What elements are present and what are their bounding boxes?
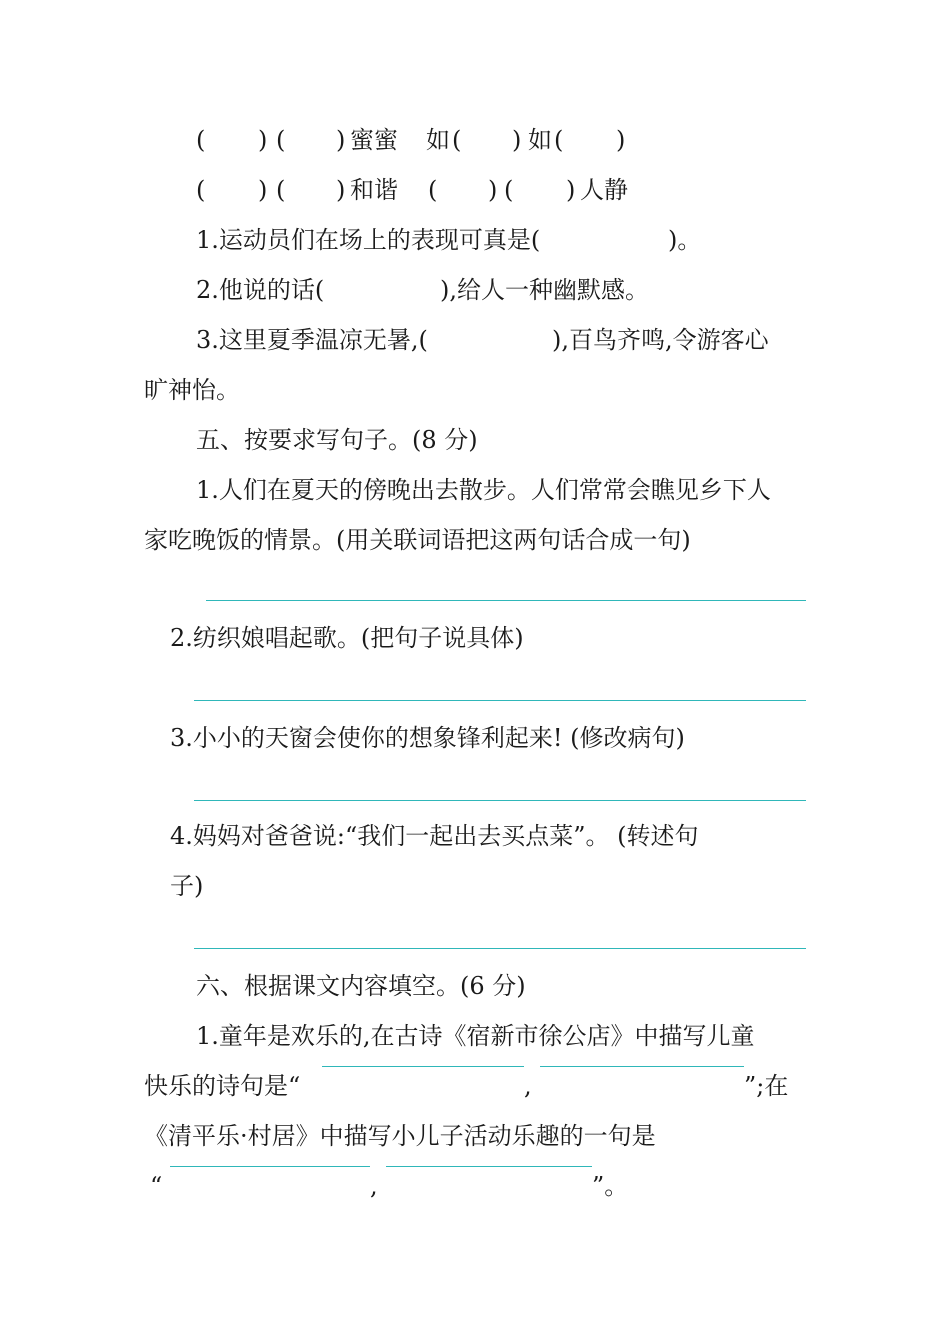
s5-q1-answer-line[interactable]: [206, 600, 806, 601]
s5-q2-answer-line[interactable]: [194, 700, 806, 701]
question-text: ”;在: [744, 1072, 789, 1100]
question-text: 子): [170, 872, 204, 900]
idiom-row-2: [0, 170, 950, 210]
bracket-close: ): [566, 176, 576, 204]
fill-sentence-2: [0, 270, 950, 310]
bracket-close: ): [258, 176, 268, 204]
sentence-text: 3.这里夏季温凉无暑,(: [196, 326, 428, 354]
s5-q3: [0, 718, 950, 758]
bracket-open: (: [504, 176, 514, 204]
question-text: “: [150, 1172, 163, 1200]
section-heading: 五、按要求写句子。(8 分): [196, 426, 478, 454]
s6-q1-line4: [0, 1166, 950, 1206]
bracket-open: (: [554, 126, 564, 154]
bracket-close: ): [336, 126, 346, 154]
bracket-open: (: [196, 126, 206, 154]
s5-q4-line1: [0, 816, 950, 856]
answer-blank[interactable]: [322, 1066, 524, 1067]
bracket-close: ): [336, 176, 346, 204]
s5-q2: [0, 618, 950, 658]
bracket-open: (: [276, 176, 286, 204]
question-text: ”。: [592, 1172, 629, 1200]
bracket-open: (: [276, 126, 286, 154]
s6-q1-line1: [0, 1016, 950, 1056]
question-text: 2.纺织娘唱起歌。(把句子说具体): [170, 624, 524, 652]
separator-comma: ,: [524, 1072, 532, 1100]
idiom-text: 蜜蜜: [350, 126, 398, 154]
question-text: 1.人们在夏天的傍晚出去散步。人们常常会瞧见乡下人: [196, 476, 771, 504]
question-text: 1.童年是欢乐的,在古诗《宿新市徐公店》中描写儿童: [196, 1022, 755, 1050]
s5-q4-answer-line[interactable]: [194, 948, 806, 949]
s5-q4-line2: [0, 866, 950, 906]
question-text: 快乐的诗句是“: [144, 1072, 301, 1100]
bracket-open: (: [196, 176, 206, 204]
question-text: 《清平乐·村居》中描写小儿子活动乐趣的一句是: [144, 1122, 656, 1150]
sentence-text: ),给人一种幽默感。: [440, 276, 649, 304]
bracket-close: ): [616, 126, 626, 154]
question-text: 家吃晚饭的情景。(用关联词语把这两句话合成一句): [144, 526, 691, 554]
s5-q1-line2: [0, 520, 950, 560]
idiom-text: 如: [528, 126, 552, 154]
sentence-text: 2.他说的话(: [196, 276, 325, 304]
section-5-heading: [0, 420, 950, 460]
fill-sentence-1: [0, 220, 950, 260]
bracket-open: (: [428, 176, 438, 204]
bracket-close: ): [258, 126, 268, 154]
fill-sentence-3: [0, 320, 950, 360]
answer-blank[interactable]: [386, 1166, 592, 1167]
idiom-text: 和谐: [350, 176, 398, 204]
sentence-text: 1.运动员们在场上的表现可真是(: [196, 226, 541, 254]
s5-q3-answer-line[interactable]: [194, 800, 806, 801]
idiom-text: 如: [426, 126, 450, 154]
question-text: 4.妈妈对爸爸说:“我们一起出去买点菜”。 (转述句: [170, 822, 699, 850]
answer-blank[interactable]: [170, 1166, 370, 1167]
bracket-close: ): [488, 176, 498, 204]
separator-comma: ,: [370, 1172, 378, 1200]
bracket-close: ): [512, 126, 522, 154]
question-text: 3.小小的天窗会使你的想象锋利起来! (修改病句): [170, 724, 685, 752]
s5-q1-line1: [0, 470, 950, 510]
bracket-open: (: [452, 126, 462, 154]
sentence-text: 旷神怡。: [144, 376, 240, 404]
section-heading: 六、根据课文内容填空。(6 分): [196, 972, 526, 1000]
answer-blank[interactable]: [540, 1066, 744, 1067]
s6-q1-line2: [0, 1066, 950, 1106]
fill-sentence-3-cont: [0, 370, 950, 410]
sentence-text: )。: [668, 226, 702, 254]
idiom-text: 人静: [580, 176, 628, 204]
idiom-row-1: [0, 120, 950, 160]
s6-q1-line3: [0, 1116, 950, 1156]
sentence-text: ),百鸟齐鸣,令游客心: [552, 326, 769, 354]
section-6-heading: [0, 966, 950, 1006]
